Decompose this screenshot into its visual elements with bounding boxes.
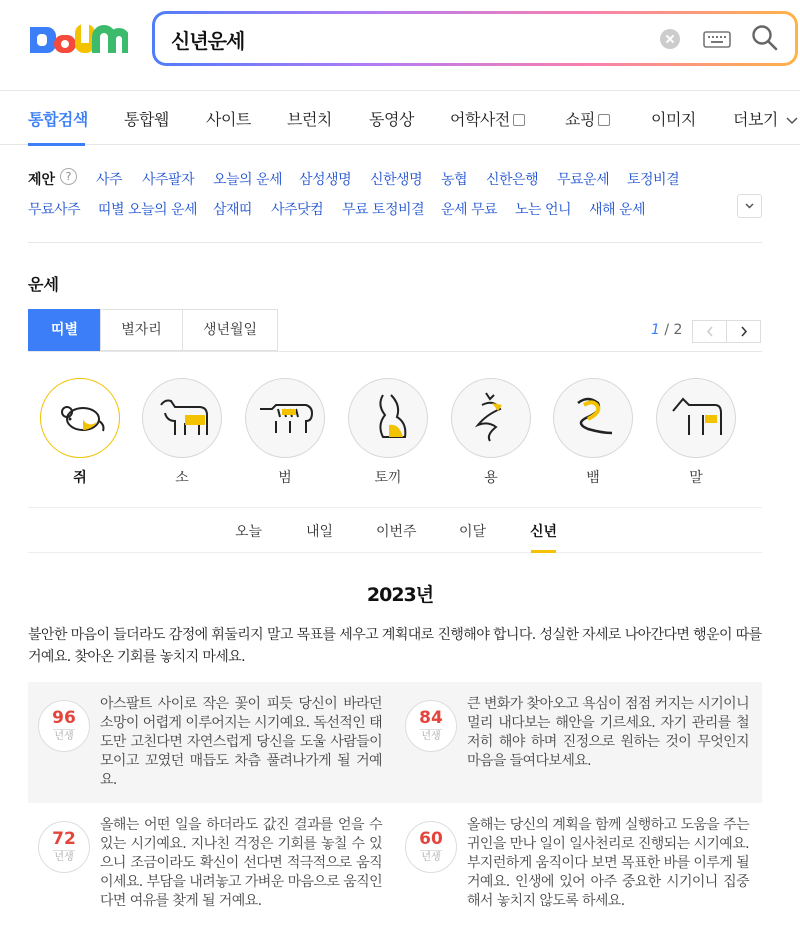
birth-year: 84 (419, 708, 443, 728)
active-tab-indicator (28, 143, 85, 146)
birth-year-badge (405, 700, 457, 752)
keyboard-icon[interactable] (703, 29, 731, 49)
suggestion-link[interactable]: 신한생명 (370, 172, 423, 188)
tab-birthdate[interactable]: 생년월일 (182, 309, 278, 351)
period-new-year[interactable]: 신년 (530, 524, 558, 540)
related-suggestions (28, 165, 762, 243)
fortune-title: 운세 (28, 275, 59, 294)
suggestion-link[interactable]: 신한은행 (486, 172, 539, 188)
pager (651, 322, 682, 338)
period-tomorrow[interactable]: 내일 (306, 524, 334, 540)
suggestion-link[interactable]: 사주닷컴 (271, 202, 324, 218)
birth-year-unit: 년생 (54, 852, 74, 863)
search-icon[interactable] (751, 24, 779, 52)
rabbit-icon (349, 379, 429, 459)
animal-dragon[interactable] (451, 378, 531, 487)
fortune-text: 아스팔트 사이로 작은 꽃이 피듯 당신이 바라던 소망이 어렵게 이루어지는 시기예요. 독선적인 태도만 고친다면 자연스럽게 당신을 도울 사람들이 모이고 꼬였던 매듭도 차츰 풀려나가게 될 거예요. (100, 696, 382, 788)
animal-ox[interactable] (142, 378, 222, 487)
birth-year: 96 (52, 708, 76, 728)
prev-page-button[interactable] (692, 320, 727, 343)
suggestion-link[interactable]: 삼재띠 (213, 202, 253, 218)
help-icon[interactable]: ? (60, 168, 77, 185)
tab-integrated-search[interactable]: 통합검색 (28, 110, 88, 129)
daum-logo[interactable] (28, 19, 128, 59)
external-link-icon (513, 114, 525, 126)
birth-year-badge (38, 700, 90, 752)
suggestion-link[interactable]: 오늘의 운세 (213, 172, 283, 188)
period-this-month[interactable]: 이달 (459, 524, 487, 540)
period-tabs (28, 507, 762, 553)
tab-dictionary[interactable] (450, 107, 525, 130)
birth-year-badge (405, 821, 457, 873)
header (0, 0, 800, 90)
fortune-card-row (28, 682, 762, 803)
fortune-summary: 불안한 마음이 들더라도 감정에 휘둘리지 말고 목표를 세우고 계획대로 진행해야 합니다. 성실한 자세로 나아간다면 행운이 따를 거예요. 찾아온 기회를 놓치지 마세요. (28, 627, 762, 665)
horse-icon (657, 379, 737, 459)
animal-label: 소 (175, 470, 189, 486)
fortune-text: 올해는 어떤 일을 하더라도 값진 결과를 얻을 수 있는 시기예요. 지나친 걱정은 기회를 놓칠 수 있으니 조금이라도 확신이 선다면 적극적으로 움직이세요. 부담을 내려놓고 가벼운 마음으로 움직인다면 여유를 찾게 될 거예요. (100, 817, 382, 909)
clear-icon[interactable] (660, 29, 680, 49)
period-this-week[interactable]: 이번주 (376, 524, 417, 540)
birth-year: 72 (52, 829, 76, 849)
next-page-button[interactable] (726, 320, 761, 343)
animal-rabbit[interactable] (348, 378, 428, 487)
chevron-right-icon (727, 321, 760, 342)
birth-year-unit: 년생 (421, 731, 441, 742)
chevron-left-icon (693, 321, 726, 342)
total-pages: / 2 (664, 322, 683, 338)
tab-zodiac-animal[interactable]: 띠별 (28, 309, 101, 351)
tab-shopping[interactable] (565, 107, 610, 130)
suggestion-link[interactable]: 노는 언니 (515, 202, 572, 218)
animal-label: 범 (278, 470, 292, 486)
animal-label: 말 (689, 470, 703, 486)
tab-brunch[interactable]: 브런치 (287, 110, 332, 129)
snake-icon (554, 379, 634, 459)
animal-rat[interactable] (40, 378, 120, 487)
period-today[interactable]: 오늘 (235, 524, 263, 540)
chevron-down-icon (786, 115, 798, 125)
rat-icon (41, 379, 121, 459)
suggestion-link[interactable]: 사주팔자 (142, 172, 195, 188)
suggestion-link[interactable]: 삼성생명 (299, 172, 352, 188)
animal-label: 뱀 (586, 470, 600, 486)
suggestions-title: 제안 (28, 172, 56, 188)
animal-label: 쥐 (73, 470, 87, 486)
chevron-down-icon (738, 195, 761, 217)
fortune-card-row (28, 803, 762, 924)
suggestion-link[interactable]: 새해 운세 (589, 202, 646, 218)
tab-shopping-label: 쇼핑 (565, 110, 595, 129)
suggestion-link[interactable]: 운세 무료 (441, 202, 498, 218)
ox-icon (143, 379, 223, 459)
animal-tiger[interactable] (245, 378, 325, 487)
tab-more-label: 더보기 (733, 110, 778, 129)
birth-year-unit: 년생 (421, 852, 441, 863)
active-period-indicator (531, 550, 556, 553)
search-input[interactable]: 신년운세 (171, 29, 245, 53)
expand-suggestions-button[interactable] (737, 194, 762, 218)
suggestion-link[interactable]: 무료사주 (28, 202, 81, 218)
suggestion-link[interactable]: 무료운세 (557, 172, 610, 188)
dragon-icon (452, 379, 532, 459)
current-page: 1 (651, 322, 660, 338)
tab-constellation[interactable]: 별자리 (100, 309, 183, 351)
suggestion-link[interactable]: 농협 (441, 172, 468, 188)
suggestion-link[interactable]: 토정비결 (627, 172, 680, 188)
animal-snake[interactable] (553, 378, 633, 487)
suggestion-link[interactable]: 띠별 오늘의 운세 (98, 202, 198, 218)
suggestion-link[interactable]: 무료 토정비결 (342, 202, 425, 218)
fortune-text: 큰 변화가 찾아오고 욕심이 점점 커지는 시기이니 멀리 내다보는 해안을 기르세요. 자기 관리를 철저히 해야 하며 진정으로 원하는 것이 무엇인지 마음을 들여다보세요. (467, 696, 749, 769)
birth-year-unit: 년생 (54, 731, 74, 742)
tab-more[interactable] (733, 107, 798, 130)
suggestion-link[interactable]: 사주 (96, 172, 123, 188)
search-tabs (0, 90, 800, 145)
tab-web[interactable]: 통합웹 (124, 110, 169, 129)
tab-image[interactable]: 이미지 (651, 110, 696, 129)
fortune-text: 올해는 당신의 계획을 함께 실행하고 도움을 주는 귀인을 만나 일이 일사천리로 진행되는 시기예요. 부지런하게 움직이다 보면 목표한 바를 이루게 될 거예요. 인생에 있어 아주 중요한 시기이니 집중해서 놓치지 않도록 하세요. (467, 817, 749, 909)
birth-year-badge (38, 821, 90, 873)
tiger-icon (246, 379, 326, 459)
animal-label: 용 (484, 470, 498, 486)
external-link-icon (598, 114, 610, 126)
animal-horse[interactable] (656, 378, 736, 487)
search-box[interactable] (152, 11, 798, 66)
animal-label: 토끼 (374, 470, 402, 486)
tab-dictionary-label: 어학사전 (450, 110, 510, 129)
year-title: 2023년 (366, 584, 434, 606)
birth-year: 60 (419, 829, 443, 849)
tab-video[interactable]: 동영상 (369, 110, 414, 129)
tab-site[interactable]: 사이트 (206, 110, 251, 129)
